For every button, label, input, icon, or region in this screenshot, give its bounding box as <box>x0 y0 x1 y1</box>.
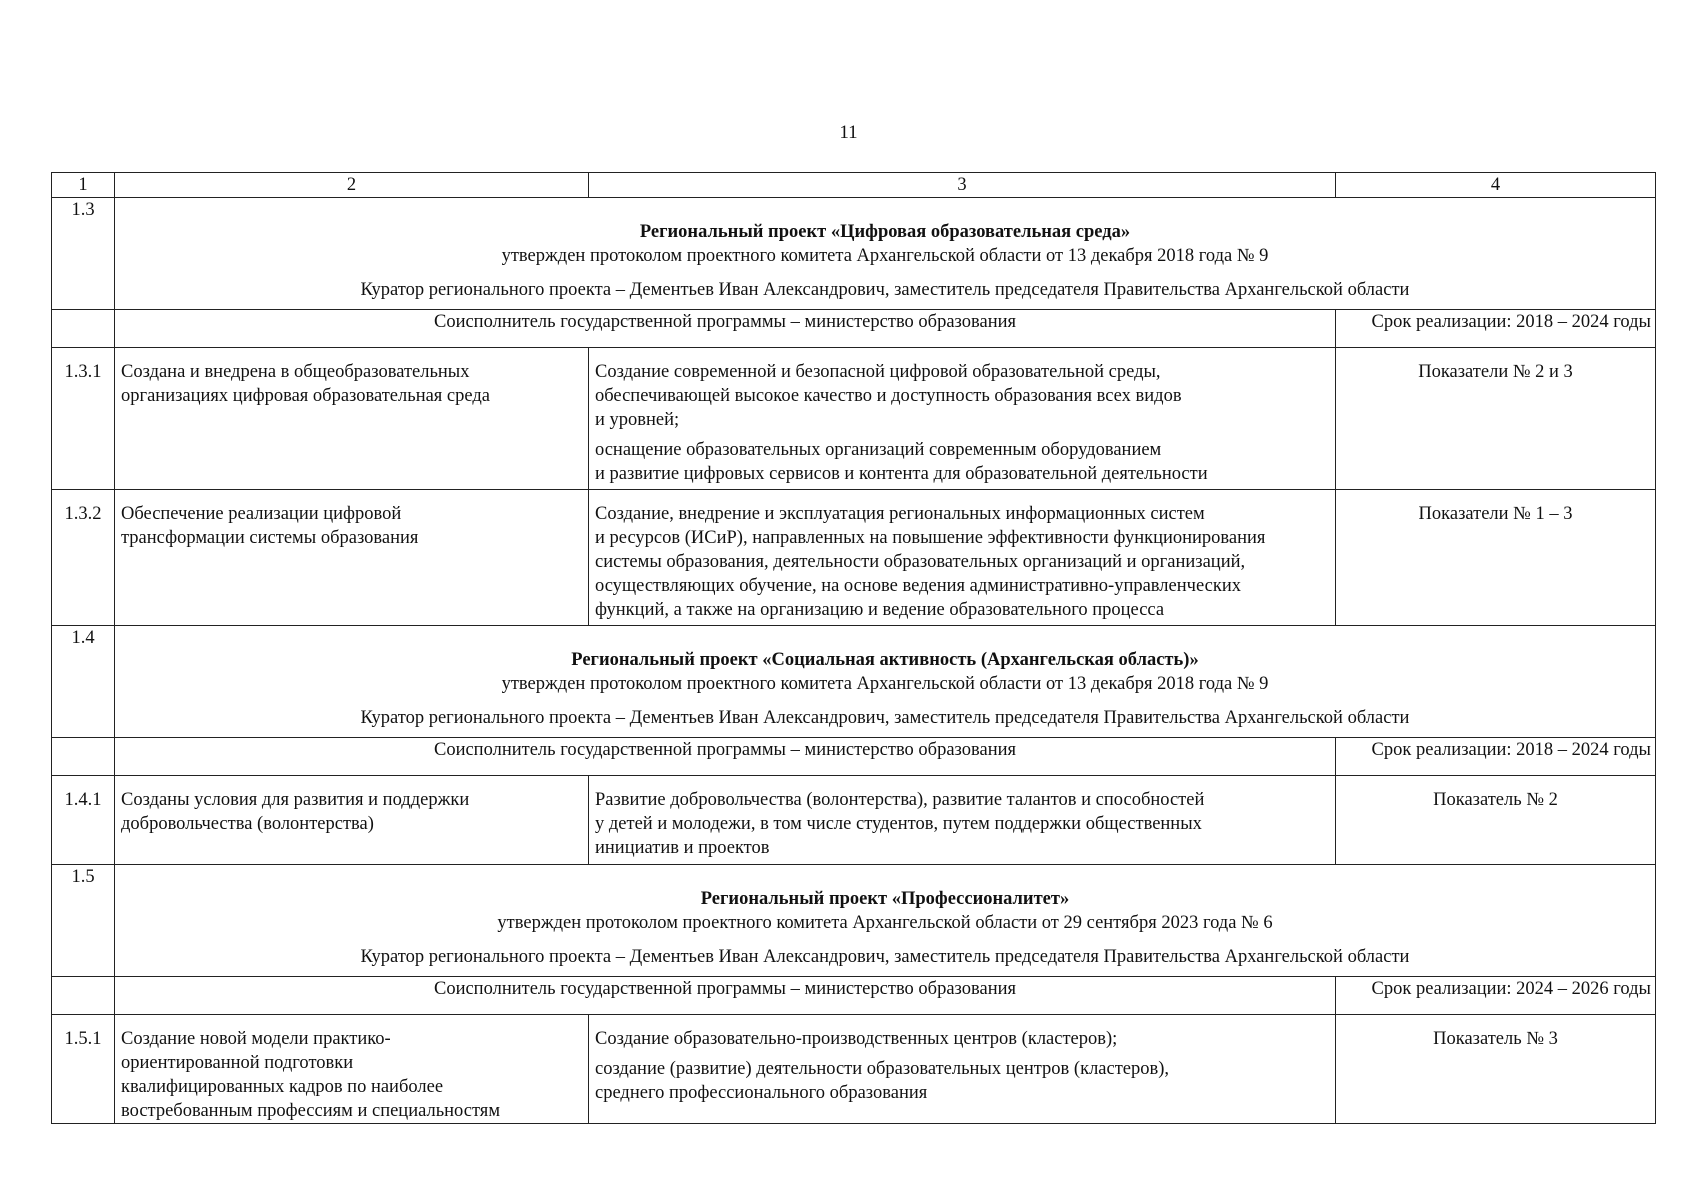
task-line: востребованным профессиям и специальностям <box>121 1101 501 1121</box>
empty-cell <box>52 977 115 1015</box>
header-cell: 1 <box>52 173 115 198</box>
coexecutor-row <box>52 738 1656 776</box>
task-row <box>52 490 1656 626</box>
project-curator: Куратор регионального проекта – Дементьев Иван Александрович, заместитель председателя Правительства Архангельской области <box>360 947 1410 967</box>
header-cell: 4 <box>1336 173 1656 198</box>
task-line: организациях цифровая образовательная среда <box>121 386 490 406</box>
project-title: Региональный проект «Социальная активность (Архангельская область)» <box>571 650 1199 670</box>
coexecutor-row <box>52 310 1656 348</box>
coexecutor: Соисполнитель государственной программы – министерство образования <box>115 738 1336 776</box>
task-line: трансформации системы образования <box>121 528 419 548</box>
task-description <box>589 776 1336 865</box>
description-line: инициатив и проектов <box>595 838 770 858</box>
task-line: Создание новой модели практико- <box>121 1029 391 1049</box>
project-approval: утвержден протоколом проектного комитета Архангельской области от 13 декабря 2018 года № 9 <box>501 246 1269 266</box>
project-title: Региональный проект «Профессионалитет» <box>700 889 1070 909</box>
project-number: 1.4 <box>52 626 115 738</box>
task-indicator: Показатели № 1 – 3 <box>1336 490 1656 626</box>
task-line: добровольчества (волонтерства) <box>121 814 374 834</box>
empty-cell <box>52 738 115 776</box>
project-info <box>115 865 1656 977</box>
coexecutor: Соисполнитель государственной программы – министерство образования <box>115 310 1336 348</box>
task-name <box>115 490 589 626</box>
implementation-term: Срок реализации: 2018 – 2024 годы <box>1336 310 1656 348</box>
task-number: 1.3.1 <box>52 348 115 490</box>
project-header-row <box>52 198 1656 310</box>
task-line: Созданы условия для развития и поддержки <box>121 790 470 810</box>
description-line: осуществляющих обучение, на основе ведения административно-управленческих <box>595 576 1241 596</box>
task-indicator: Показатели № 2 и 3 <box>1336 348 1656 490</box>
description-line: Развитие добровольчества (волонтерства), развитие талантов и способностей <box>595 790 1205 810</box>
task-number: 1.5.1 <box>52 1015 115 1124</box>
coexecutor-row <box>52 977 1656 1015</box>
project-info <box>115 626 1656 738</box>
description-paragraph <box>595 438 1329 486</box>
task-name <box>115 348 589 490</box>
description-line: создание (развитие) деятельности образовательных центров (кластеров), <box>595 1059 1170 1079</box>
project-curator: Куратор регионального проекта – Дементьев Иван Александрович, заместитель председателя Правительства Архангельской области <box>360 708 1410 728</box>
coexecutor: Соисполнитель государственной программы – министерство образования <box>115 977 1336 1015</box>
task-indicator: Показатель № 2 <box>1336 776 1656 865</box>
header-cell: 3 <box>589 173 1336 198</box>
task-line: Создана и внедрена в общеобразовательных <box>121 362 470 382</box>
description-line: и развитие цифровых сервисов и контента для образовательной деятельности <box>595 464 1208 484</box>
description-paragraph <box>595 1057 1329 1105</box>
description-paragraph <box>595 360 1329 432</box>
task-description <box>589 1015 1336 1124</box>
task-line: Обеспечение реализации цифровой <box>121 504 402 524</box>
description-paragraph <box>595 1027 1329 1051</box>
project-info <box>115 198 1656 310</box>
empty-cell <box>52 310 115 348</box>
task-name <box>115 776 589 865</box>
task-description <box>589 348 1336 490</box>
task-row <box>52 348 1656 490</box>
project-header-row <box>52 865 1656 977</box>
description-line: системы образования, деятельности образовательных организаций и организаций, <box>595 552 1246 572</box>
description-line: Создание образовательно-производственных центров (кластеров); <box>595 1029 1118 1049</box>
project-curator: Куратор регионального проекта – Дементьев Иван Александрович, заместитель председателя Правительства Архангельской области <box>360 280 1410 300</box>
project-approval: утвержден протоколом проектного комитета Архангельской области от 29 сентября 2023 года № 6 <box>497 913 1273 933</box>
task-indicator: Показатель № 3 <box>1336 1015 1656 1124</box>
implementation-term: Срок реализации: 2018 – 2024 годы <box>1336 738 1656 776</box>
project-title: Региональный проект «Цифровая образовательная среда» <box>639 222 1131 242</box>
description-paragraph <box>595 788 1329 860</box>
description-line: у детей и молодежи, в том числе студентов, путем поддержки общественных <box>595 814 1202 834</box>
description-line: среднего профессионального образования <box>595 1083 928 1103</box>
project-approval: утвержден протоколом проектного комитета Архангельской области от 13 декабря 2018 года № 9 <box>501 674 1269 694</box>
implementation-term: Срок реализации: 2024 – 2026 годы <box>1336 977 1656 1015</box>
task-number: 1.3.2 <box>52 490 115 626</box>
header-cell: 2 <box>115 173 589 198</box>
project-number: 1.3 <box>52 198 115 310</box>
description-paragraph <box>595 502 1329 622</box>
task-line: квалифицированных кадров по наиболее <box>121 1077 444 1097</box>
program-table <box>51 172 1656 1124</box>
task-row <box>52 776 1656 865</box>
description-line: и ресурсов (ИСиР), направленных на повышение эффективности функционирования <box>595 528 1266 548</box>
description-line: обеспечивающей высокое качество и доступность образования всех видов <box>595 386 1182 406</box>
header-row <box>52 173 1656 198</box>
description-line: Создание современной и безопасной цифровой образовательной среды, <box>595 362 1161 382</box>
description-line: и уровней; <box>595 410 680 430</box>
task-description <box>589 490 1336 626</box>
task-name <box>115 1015 589 1124</box>
project-number: 1.5 <box>52 865 115 977</box>
task-number: 1.4.1 <box>52 776 115 865</box>
task-row <box>52 1015 1656 1124</box>
page-number: 11 <box>839 122 858 143</box>
description-line: оснащение образовательных организаций современным оборудованием <box>595 440 1162 460</box>
task-line: ориентированной подготовки <box>121 1053 354 1073</box>
project-header-row <box>52 626 1656 738</box>
description-line: Создание, внедрение и эксплуатация региональных информационных систем <box>595 504 1205 524</box>
description-line: функций, а также на организацию и ведение образовательного процесса <box>595 600 1165 620</box>
